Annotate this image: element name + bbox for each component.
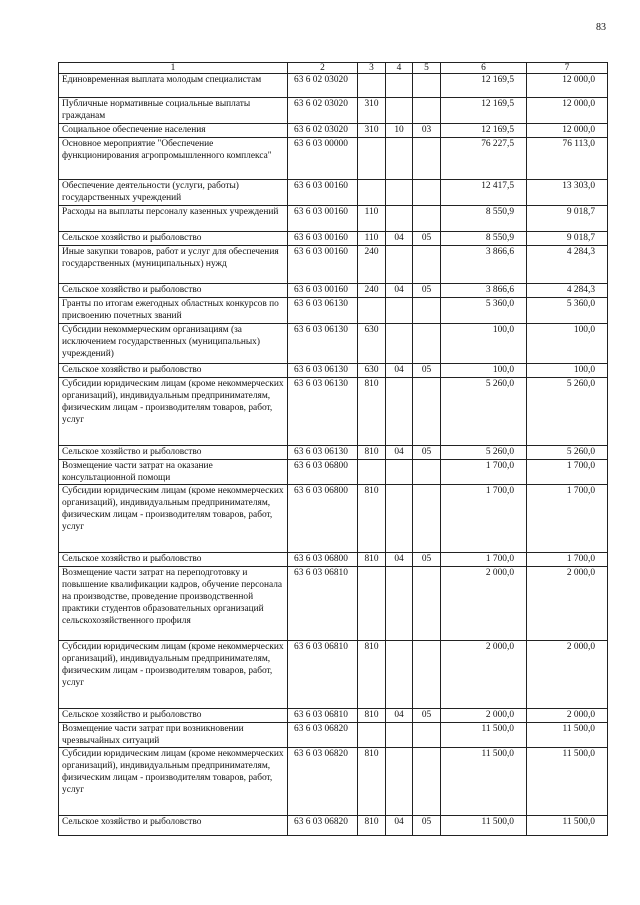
- cell-sum1: 5 260,0: [441, 378, 527, 446]
- cell-name: Гранты по итогам ежегодных областных конкурсов по присвоению почетных званий: [59, 298, 288, 324]
- table-row: [59, 124, 608, 138]
- cell-sum1: 100,0: [441, 364, 527, 378]
- cell-rz: 04: [386, 446, 413, 460]
- table-row: [59, 284, 608, 298]
- cell-sum2: 13 303,0: [527, 180, 608, 206]
- cell-vr: [358, 298, 386, 324]
- cell-sum1: 2 000,0: [441, 709, 527, 723]
- cell-vr: 630: [358, 364, 386, 378]
- cell-pr: 05: [413, 816, 441, 836]
- cell-vr: 810: [358, 709, 386, 723]
- cell-rz: [386, 138, 413, 180]
- table-row: [59, 460, 608, 485]
- cell-vr: 810: [358, 553, 386, 567]
- cell-pr: 05: [413, 232, 441, 246]
- cell-vr: 240: [358, 284, 386, 298]
- cell-vr: 310: [358, 124, 386, 138]
- cell-sum1: 76 227,5: [441, 138, 527, 180]
- cell-code: 63 6 03 06820: [288, 816, 358, 836]
- cell-pr: [413, 460, 441, 485]
- cell-code: 63 6 03 06130: [288, 364, 358, 378]
- budget-table: [58, 62, 608, 836]
- cell-name: Единовременная выплата молодым специалистам: [59, 74, 288, 98]
- cell-vr: 810: [358, 378, 386, 446]
- cell-code: 63 6 02 03020: [288, 124, 358, 138]
- header-cell: 1: [59, 63, 288, 74]
- cell-vr: [358, 138, 386, 180]
- cell-code: 63 6 03 06810: [288, 641, 358, 709]
- table-row: [59, 723, 608, 748]
- table-row: [59, 138, 608, 180]
- cell-rz: 04: [386, 553, 413, 567]
- cell-sum1: 12 169,5: [441, 98, 527, 124]
- cell-rz: 04: [386, 709, 413, 723]
- cell-rz: [386, 748, 413, 816]
- cell-sum2: 2 000,0: [527, 567, 608, 641]
- table-row: [59, 364, 608, 378]
- cell-code: 63 6 03 06130: [288, 446, 358, 460]
- header-cell: 7: [527, 63, 608, 74]
- cell-code: 63 6 03 06810: [288, 709, 358, 723]
- cell-rz: [386, 98, 413, 124]
- cell-sum2: 11 500,0: [527, 816, 608, 836]
- cell-name: Обеспечение деятельности (услуги, работы) государственных учреждений: [59, 180, 288, 206]
- cell-sum2: 2 000,0: [527, 641, 608, 709]
- cell-pr: 03: [413, 124, 441, 138]
- cell-sum2: 4 284,3: [527, 284, 608, 298]
- cell-name: Расходы на выплаты персоналу казенных учреждений: [59, 206, 288, 232]
- cell-sum1: 12 169,5: [441, 74, 527, 98]
- cell-code: 63 6 03 00160: [288, 284, 358, 298]
- cell-rz: [386, 460, 413, 485]
- table-row: [59, 206, 608, 232]
- cell-sum2: 11 500,0: [527, 748, 608, 816]
- cell-pr: 05: [413, 553, 441, 567]
- cell-name: Субсидии юридическим лицам (кроме некоммерческих организаций), индивидуальным предпринимателям, физическим лицам - производителям товаров, работ, услуг: [59, 641, 288, 709]
- cell-pr: 05: [413, 709, 441, 723]
- cell-vr: [358, 180, 386, 206]
- cell-vr: 240: [358, 246, 386, 284]
- table-row: [59, 98, 608, 124]
- cell-name: Сельское хозяйство и рыболовство: [59, 364, 288, 378]
- cell-pr: [413, 206, 441, 232]
- cell-vr: [358, 460, 386, 485]
- cell-sum1: 100,0: [441, 324, 527, 364]
- table-row: [59, 567, 608, 641]
- cell-name: Иные закупки товаров, работ и услуг для обеспечения государственных (муниципальных) нужд: [59, 246, 288, 284]
- table-row: [59, 180, 608, 206]
- cell-rz: [386, 378, 413, 446]
- cell-code: 63 6 03 06820: [288, 748, 358, 816]
- cell-sum1: 8 550,9: [441, 232, 527, 246]
- table-row: [59, 378, 608, 446]
- cell-sum2: 1 700,0: [527, 485, 608, 553]
- table-row: [59, 324, 608, 364]
- cell-sum2: 5 260,0: [527, 446, 608, 460]
- cell-sum2: 2 000,0: [527, 709, 608, 723]
- cell-name: Социальное обеспечение населения: [59, 124, 288, 138]
- cell-sum1: 2 000,0: [441, 567, 527, 641]
- cell-sum2: 9 018,7: [527, 206, 608, 232]
- header-cell: 6: [441, 63, 527, 74]
- cell-vr: 810: [358, 748, 386, 816]
- cell-pr: [413, 641, 441, 709]
- cell-name: Основное мероприятие "Обеспечение функционирования агропромышленного комплекса": [59, 138, 288, 180]
- cell-pr: [413, 246, 441, 284]
- table-row: [59, 709, 608, 723]
- cell-sum2: 100,0: [527, 364, 608, 378]
- cell-sum1: 5 360,0: [441, 298, 527, 324]
- cell-sum2: 12 000,0: [527, 98, 608, 124]
- cell-sum2: 100,0: [527, 324, 608, 364]
- cell-code: 63 6 03 06130: [288, 378, 358, 446]
- cell-sum1: 3 866,6: [441, 284, 527, 298]
- cell-sum1: 3 866,6: [441, 246, 527, 284]
- cell-name: Субсидии юридическим лицам (кроме некоммерческих организаций), индивидуальным предпринимателям, физическим лицам - производителям товаров, работ, услуг: [59, 748, 288, 816]
- cell-sum1: 12 169,5: [441, 124, 527, 138]
- cell-vr: 810: [358, 816, 386, 836]
- cell-code: 63 6 02 03020: [288, 98, 358, 124]
- cell-rz: 04: [386, 232, 413, 246]
- cell-code: 63 6 03 00160: [288, 232, 358, 246]
- cell-name: Сельское хозяйство и рыболовство: [59, 232, 288, 246]
- header-row: [59, 63, 608, 74]
- table-row: [59, 748, 608, 816]
- cell-code: 63 6 03 00000: [288, 138, 358, 180]
- cell-rz: [386, 206, 413, 232]
- cell-sum2: 1 700,0: [527, 553, 608, 567]
- cell-vr: 810: [358, 485, 386, 553]
- cell-pr: [413, 180, 441, 206]
- cell-sum1: 12 417,5: [441, 180, 527, 206]
- cell-pr: [413, 748, 441, 816]
- cell-rz: [386, 180, 413, 206]
- cell-vr: 810: [358, 641, 386, 709]
- table-row: [59, 232, 608, 246]
- cell-code: 63 6 02 03020: [288, 74, 358, 98]
- table-row: [59, 816, 608, 836]
- cell-vr: 310: [358, 98, 386, 124]
- cell-name: Сельское хозяйство и рыболовство: [59, 553, 288, 567]
- table-row: [59, 446, 608, 460]
- cell-rz: [386, 641, 413, 709]
- cell-rz: [386, 723, 413, 748]
- cell-pr: 05: [413, 284, 441, 298]
- cell-sum2: 5 360,0: [527, 298, 608, 324]
- cell-code: 63 6 03 06130: [288, 324, 358, 364]
- cell-vr: 110: [358, 206, 386, 232]
- cell-code: 63 6 03 06130: [288, 298, 358, 324]
- cell-code: 63 6 03 00160: [288, 246, 358, 284]
- cell-sum1: 2 000,0: [441, 641, 527, 709]
- table-row: [59, 74, 608, 98]
- header-cell: 5: [413, 63, 441, 74]
- cell-sum2: 12 000,0: [527, 124, 608, 138]
- cell-rz: 04: [386, 364, 413, 378]
- cell-vr: [358, 74, 386, 98]
- page-number: 83: [596, 22, 606, 33]
- cell-vr: 810: [358, 446, 386, 460]
- cell-name: Субсидии юридическим лицам (кроме некоммерческих организаций), индивидуальным предпринимателям, физическим лицам - производителям товаров, работ, услуг: [59, 485, 288, 553]
- cell-sum1: 8 550,9: [441, 206, 527, 232]
- cell-vr: 630: [358, 324, 386, 364]
- cell-code: 63 6 03 06800: [288, 485, 358, 553]
- cell-pr: 05: [413, 446, 441, 460]
- cell-pr: [413, 567, 441, 641]
- cell-name: Субсидии юридическим лицам (кроме некоммерческих организаций), индивидуальным предпринимателям, физическим лицам - производителям товаров, работ, услуг: [59, 378, 288, 446]
- cell-name: Сельское хозяйство и рыболовство: [59, 446, 288, 460]
- cell-sum1: 1 700,0: [441, 485, 527, 553]
- cell-sum1: 11 500,0: [441, 748, 527, 816]
- cell-pr: [413, 98, 441, 124]
- cell-rz: [386, 74, 413, 98]
- cell-name: Сельское хозяйство и рыболовство: [59, 816, 288, 836]
- cell-code: 63 6 03 06800: [288, 553, 358, 567]
- cell-vr: 110: [358, 232, 386, 246]
- cell-sum2: 11 500,0: [527, 723, 608, 748]
- cell-pr: [413, 485, 441, 553]
- cell-rz: 04: [386, 284, 413, 298]
- cell-pr: [413, 298, 441, 324]
- cell-name: Возмещение части затрат на оказание консультационной помощи: [59, 460, 288, 485]
- cell-code: 63 6 03 00160: [288, 206, 358, 232]
- cell-sum1: 11 500,0: [441, 816, 527, 836]
- cell-name: Сельское хозяйство и рыболовство: [59, 709, 288, 723]
- cell-rz: [386, 298, 413, 324]
- header-cell: 3: [358, 63, 386, 74]
- cell-sum1: 1 700,0: [441, 460, 527, 485]
- cell-code: 63 6 03 06810: [288, 567, 358, 641]
- cell-name: Сельское хозяйство и рыболовство: [59, 284, 288, 298]
- cell-rz: 10: [386, 124, 413, 138]
- cell-pr: [413, 138, 441, 180]
- cell-vr: [358, 723, 386, 748]
- cell-pr: 05: [413, 364, 441, 378]
- table-row: [59, 641, 608, 709]
- cell-pr: [413, 723, 441, 748]
- cell-rz: [386, 324, 413, 364]
- cell-sum2: 1 700,0: [527, 460, 608, 485]
- cell-sum1: 1 700,0: [441, 553, 527, 567]
- cell-pr: [413, 74, 441, 98]
- cell-name: Возмещение части затрат на переподготовку и повышение квалификации кадров, обучение персонала на производстве, проведение производственной практики студентов образовательных организаций сельскохозяйственного профиля: [59, 567, 288, 641]
- header-cell: 4: [386, 63, 413, 74]
- cell-name: Субсидии некоммерческим организациям (за исключением государственных (муниципальных) учреждений): [59, 324, 288, 364]
- cell-rz: [386, 246, 413, 284]
- cell-sum1: 11 500,0: [441, 723, 527, 748]
- cell-sum2: 76 113,0: [527, 138, 608, 180]
- cell-rz: [386, 567, 413, 641]
- cell-code: 63 6 03 06800: [288, 460, 358, 485]
- cell-sum2: 9 018,7: [527, 232, 608, 246]
- cell-name: Публичные нормативные социальные выплаты гражданам: [59, 98, 288, 124]
- table-row: [59, 553, 608, 567]
- cell-pr: [413, 324, 441, 364]
- header-cell: 2: [288, 63, 358, 74]
- table-row: [59, 298, 608, 324]
- cell-sum2: 12 000,0: [527, 74, 608, 98]
- cell-sum2: 4 284,3: [527, 246, 608, 284]
- cell-rz: 04: [386, 816, 413, 836]
- cell-sum1: 5 260,0: [441, 446, 527, 460]
- table-row: [59, 485, 608, 553]
- table-row: [59, 246, 608, 284]
- cell-name: Возмещение части затрат при возникновении чрезвычайных ситуаций: [59, 723, 288, 748]
- cell-sum2: 5 260,0: [527, 378, 608, 446]
- cell-vr: [358, 567, 386, 641]
- cell-code: 63 6 03 00160: [288, 180, 358, 206]
- cell-pr: [413, 378, 441, 446]
- cell-code: 63 6 03 06820: [288, 723, 358, 748]
- cell-rz: [386, 485, 413, 553]
